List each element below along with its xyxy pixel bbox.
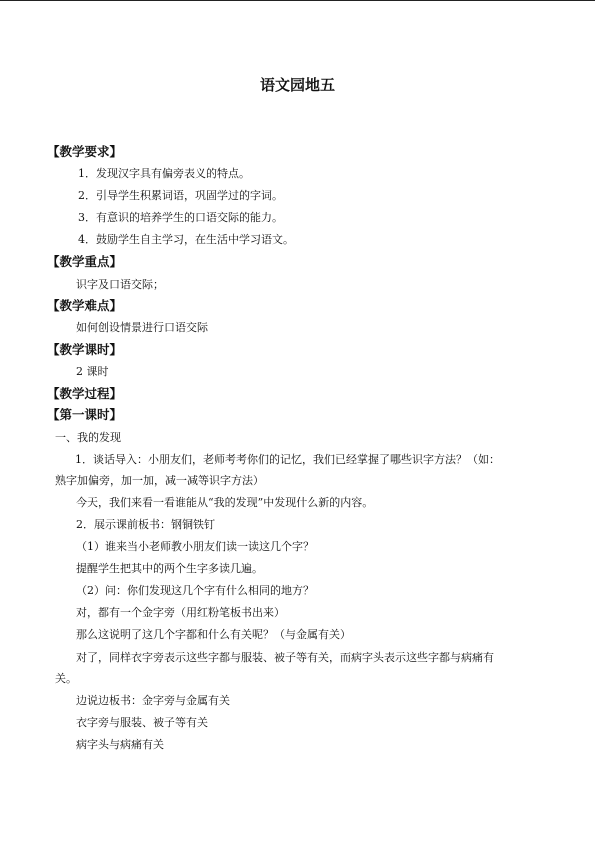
requirement-item: 3．有意识的培养学生的口语交际的能力。 [78,211,283,224]
requirement-item: 2．引导学生积累词语，巩固学过的字词。 [78,189,283,202]
heading-first-lesson: 【第一课时】 [47,407,123,422]
heading-requirements: 【教学要求】 [47,144,123,159]
heading-difficulties: 【教学难点】 [47,298,123,313]
body-line: 衣字旁与服装、被子等有关 [76,716,208,729]
class-hours-text: 2 课时 [76,365,109,378]
body-line: 关。 [55,672,77,685]
body-line: 那么这说明了这几个字都和什么有关呢？（与金属有关） [76,628,351,641]
page-title: 语文园地五 [259,76,335,94]
body-line: （1）谁来当小老师教小朋友们读一读这几个字？ [76,540,314,553]
body-line: 今天，我们来看一看谁能从“我的发现”中发现什么新的内容。 [76,496,374,509]
body-line: 熟字加偏旁，加一加，减一减等识字方法） [55,474,264,487]
top-border [0,0,595,1]
heading-class-hours: 【教学课时】 [47,342,123,357]
body-line: 1．谈话导入：小朋友们，老师考考你们的记忆，我们已经掌握了哪些识字方法？（如： [75,453,500,466]
body-line: （2）问：你们发现这几个字有什么相同的地方？ [76,584,314,597]
key-points-text: 识字及口语交际； [76,278,164,291]
heading-key-points: 【教学重点】 [47,254,123,269]
requirement-item: 4．鼓励学生自主学习，在生活中学习语文。 [78,233,294,246]
body-line: 边说边板书：金字旁与金属有关 [76,694,230,707]
body-line: 2．展示课前板书：钢铜铁钉 [76,518,215,531]
body-line: 病字头与病痛有关 [76,738,164,751]
body-line: 提醒学生把其中的两个生字多读几遍。 [76,562,263,575]
difficulties-text: 如何创设情景进行口语交际 [76,321,208,334]
body-line: 对了，同样衣字旁表示这些字都与服装、被子等有关，而病字头表示这些字都与病痛有 [76,651,494,664]
heading-process: 【教学过程】 [47,386,123,401]
body-line: 一、我的发现 [55,431,121,444]
requirement-item: 1．发现汉字具有偏旁表义的特点。 [78,167,250,180]
body-line: 对，都有一个金字旁（用红粉笔板书出来） [76,606,285,619]
